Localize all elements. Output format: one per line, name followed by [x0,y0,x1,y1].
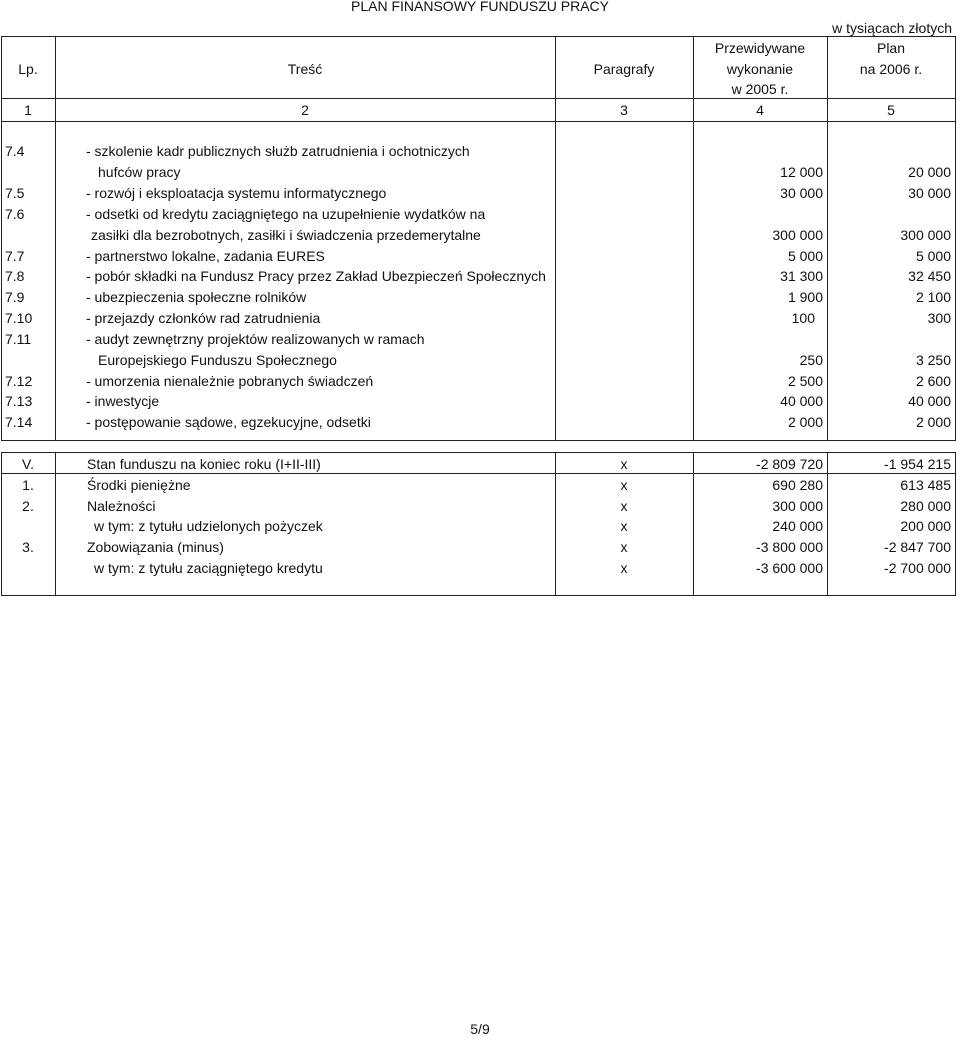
row-7-7-plan: 5 000 [915,248,951,264]
header-plan-line1: Plan [876,40,906,56]
row-7-8-text: - pobór składki na Fundusz Pracy przez Zakład Ubezpieczeń Społecznych [86,268,546,284]
row-7-13-przewidywane: 40 000 [780,393,823,409]
page-number: 5/9 [470,1021,490,1037]
header-tresc: Treść [287,61,323,77]
row-2a-plan: 200 000 [900,518,951,534]
vline-lp-a [55,36,56,441]
row-2a-przewidywane: 240 000 [772,518,823,534]
header-lp: Lp. [18,61,38,77]
vline-lp-b [55,452,56,596]
vline-left-a [1,36,2,441]
row-7-6-przewidywane: 300 000 [772,227,823,243]
row-1-text: Środki pieniężne [87,477,191,493]
row-7-4-plan: 20 000 [908,164,951,180]
row-7-11-lp: 7.11 [5,331,32,347]
row-3a-text: w tym: z tytułu zaciągniętego kredytu [94,560,323,576]
row-7-10-text: - przejazdy członków rad zatrudnienia [86,310,321,326]
row-7-11-text: - audyt zewnętrzny projektów realizowanych w ramach [86,331,425,347]
row-7-11-plan: 3 250 [915,352,951,368]
row-1-plan: 613 485 [900,477,951,493]
header-plan-line2: na 2006 r. [859,61,923,77]
row-7-6-text: - odsetki od kredytu zaciągniętego na uzupełnienie wydatków na [86,206,486,222]
vline-right-a [955,36,956,441]
row-7-5-plan: 30 000 [908,185,951,201]
row-7-12-text: - umorzenia nienależnie pobranych świadczeń [86,373,374,389]
colnum-3: 3 [620,102,628,118]
row-2-przewidywane: 300 000 [772,498,823,514]
row-3a-plan: -2 700 000 [884,560,951,576]
colnum-2: 2 [301,102,309,118]
row-7-6-text-cont: zasiłki dla bezrobotnych, zasiłki i świadczenia przedemerytalne [91,227,481,243]
vline-right-b [955,452,956,596]
row-7-4-text: - szkolenie kadr publicznych służb zatrudnienia i ochotniczych [86,143,470,159]
row-v-przewidywane: -2 809 720 [756,456,823,472]
row-7-14-plan: 2 000 [915,414,951,430]
table-bottom-border [1,595,955,596]
row-1-lp: 1. [22,477,34,493]
row-7-12-plan: 2 600 [915,373,951,389]
row-7-4-lp: 7.4 [5,143,25,159]
row-3a-par: x [620,560,628,576]
row-2-lp: 2. [22,498,34,514]
row-3-par: x [620,539,628,555]
row-7-10-plan: 300 [927,310,951,326]
row-v-par: x [620,456,628,472]
row-7-8-plan: 32 450 [908,268,951,284]
row-1-par: x [620,477,628,493]
row-v-text: Stan funduszu na koniec roku (I+II-III) [87,456,321,472]
row-7-11-text-cont: Europejskiego Funduszu Społecznego [98,352,337,368]
row-7-7-text: - partnerstwo lokalne, zadania EURES [86,248,325,264]
table-top-border [1,36,955,37]
page-title: PLAN FINANSOWY FUNDUSZU PRACY [351,0,609,14]
row-3-text: Zobowiązania (minus) [87,539,224,555]
row-3-plan: -2 847 700 [884,539,951,555]
row-3a-przewidywane: -3 600 000 [756,560,823,576]
row-7-12-przewidywane: 2 500 [787,373,823,389]
row-v-plan: -1 954 215 [884,456,951,472]
row-3-przewidywane: -3 800 000 [756,539,823,555]
row-2-par: x [620,498,628,514]
row-3-lp: 3. [22,539,34,555]
row-1-przewidywane: 690 280 [772,477,823,493]
units-label: w tysiącach złotych [832,20,952,36]
header-przewidywane-line1: Przewidywane [714,40,806,56]
colnum-5: 5 [887,102,895,118]
row-2-text: Należności [87,498,156,514]
row-2-plan: 280 000 [900,498,951,514]
row-7-9-plan: 2 100 [915,289,951,305]
row-7-12-lp: 7.12 [5,373,33,389]
row-7-9-przewidywane: 1 900 [787,289,823,305]
row-7-4-text-cont: hufców pracy [98,164,181,180]
row-7-14-text: - postępowanie sądowe, egzekucyjne, odsetki [86,414,371,430]
row-7-14-przewidywane: 2 000 [787,414,823,430]
colnum-1: 1 [24,102,32,118]
row-7-5-lp: 7.5 [5,185,25,201]
section-b-divider [1,473,955,474]
row-7-4-przewidywane: 12 000 [780,164,823,180]
section-b-top [1,452,955,453]
header-paragrafy: Paragrafy [593,61,655,77]
row-7-13-text: - inwestycje [86,393,160,409]
row-2a-text: w tym: z tytułu udzielonych pożyczek [94,518,323,534]
row-7-9-lp: 7.9 [5,289,25,305]
row-7-5-przewidywane: 30 000 [780,185,823,201]
row-7-7-przewidywane: 5 000 [787,248,823,264]
row-7-7-lp: 7.7 [5,248,25,264]
colnum-4: 4 [756,102,764,118]
row-7-14-lp: 7.14 [5,414,33,430]
row-7-10-lp: 7.10 [5,310,33,326]
section-a-bottom [1,440,955,441]
row-v-lp: V. [22,456,34,472]
header-przewidywane-line2: wykonanie [726,61,794,77]
row-7-13-plan: 40 000 [908,393,951,409]
vline-left-b [1,452,2,596]
row-2a-par: x [620,518,628,534]
vline-tresc-a [555,36,556,441]
row-7-11-przewidywane: 250 [799,352,823,368]
row-7-6-lp: 7.6 [5,206,25,222]
row-7-10-przewidywane: 100 [791,310,815,326]
header-przewidywane-line3: w 2005 r. [731,81,789,97]
header-divider [1,98,955,99]
row-7-5-text: - rozwój i eksploatacja systemu informatycznego [86,185,387,201]
row-7-9-text: - ubezpieczenia społeczne rolników [86,289,307,305]
colnum-divider [1,121,955,122]
row-7-13-lp: 7.13 [5,393,33,409]
row-7-8-lp: 7.8 [5,268,25,284]
row-7-8-przewidywane: 31 300 [780,268,823,284]
row-7-6-plan: 300 000 [900,227,951,243]
